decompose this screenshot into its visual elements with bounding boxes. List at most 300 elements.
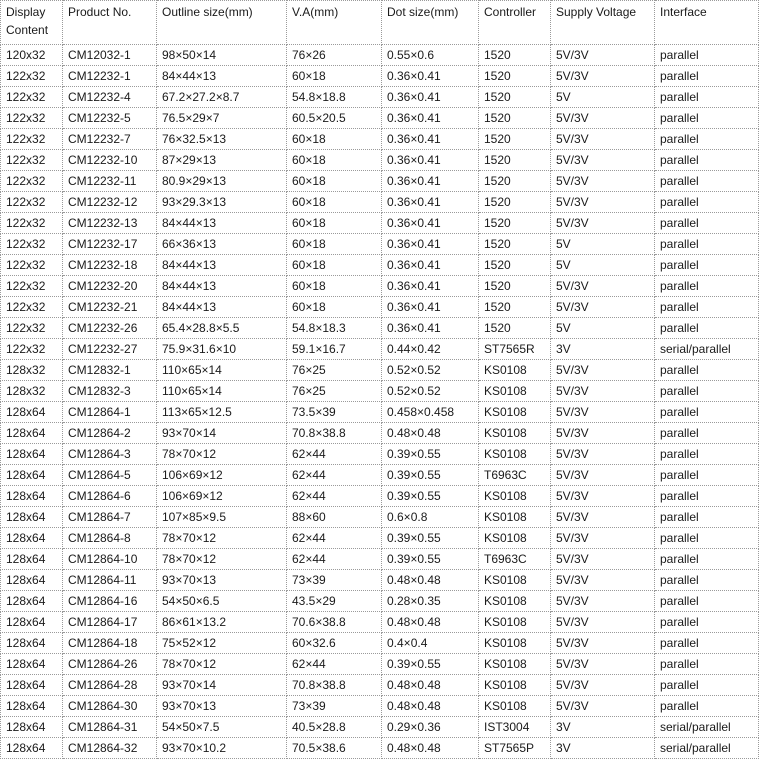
header-outline-size: Outline size(mm) — [157, 1, 287, 45]
display-content-cell: 122x32 — [1, 297, 63, 318]
product-no-cell: CM12232-13 — [63, 213, 157, 234]
interface-cell: parallel — [655, 549, 759, 570]
product-no-cell: CM12864-7 — [63, 507, 157, 528]
dot-size-cell: 0.55×0.6 — [382, 45, 479, 66]
va-cell: 60×18 — [287, 129, 382, 150]
outline-size-cell: 54×50×7.5 — [157, 717, 287, 738]
supply-voltage-cell: 5V/3V — [551, 570, 655, 591]
va-cell: 73.5×39 — [287, 402, 382, 423]
controller-cell: KS0108 — [479, 696, 551, 717]
supply-voltage-cell: 5V/3V — [551, 66, 655, 87]
display-content-cell: 122x32 — [1, 129, 63, 150]
controller-cell: 1520 — [479, 129, 551, 150]
dot-size-cell: 0.36×0.41 — [382, 108, 479, 129]
interface-cell: parallel — [655, 276, 759, 297]
product-no-cell: CM12864-18 — [63, 633, 157, 654]
interface-cell: parallel — [655, 66, 759, 87]
supply-voltage-cell: 5V/3V — [551, 507, 655, 528]
interface-cell: parallel — [655, 255, 759, 276]
dot-size-cell: 0.36×0.41 — [382, 318, 479, 339]
dot-size-cell: 0.48×0.48 — [382, 738, 479, 759]
controller-cell: 1520 — [479, 234, 551, 255]
table-row — [1, 360, 759, 381]
outline-size-cell: 80.9×29×13 — [157, 171, 287, 192]
display-content-cell: 122x32 — [1, 276, 63, 297]
product-no-cell: CM12232-17 — [63, 234, 157, 255]
product-no-cell: CM12864-5 — [63, 465, 157, 486]
supply-voltage-cell: 5V/3V — [551, 549, 655, 570]
table-row — [1, 213, 759, 234]
dot-size-cell: 0.36×0.41 — [382, 150, 479, 171]
supply-voltage-cell: 5V — [551, 87, 655, 108]
supply-voltage-cell: 5V/3V — [551, 423, 655, 444]
controller-cell: KS0108 — [479, 507, 551, 528]
display-content-cell: 128x64 — [1, 507, 63, 528]
dot-size-cell: 0.36×0.41 — [382, 129, 479, 150]
dot-size-cell: 0.36×0.41 — [382, 297, 479, 318]
dot-size-cell: 0.36×0.41 — [382, 171, 479, 192]
table-row — [1, 696, 759, 717]
display-content-cell: 128x64 — [1, 486, 63, 507]
outline-size-cell: 66×36×13 — [157, 234, 287, 255]
table-row — [1, 255, 759, 276]
outline-size-cell: 106×69×12 — [157, 486, 287, 507]
product-no-cell: CM12232-18 — [63, 255, 157, 276]
display-content-cell: 122x32 — [1, 87, 63, 108]
va-cell: 73×39 — [287, 696, 382, 717]
product-no-cell: CM12232-5 — [63, 108, 157, 129]
va-cell: 62×44 — [287, 444, 382, 465]
controller-cell: KS0108 — [479, 423, 551, 444]
va-cell: 40.5×28.8 — [287, 717, 382, 738]
table-row — [1, 738, 759, 759]
supply-voltage-cell: 3V — [551, 339, 655, 360]
controller-cell: KS0108 — [479, 360, 551, 381]
display-content-cell: 128x32 — [1, 381, 63, 402]
va-cell: 88×60 — [287, 507, 382, 528]
va-cell: 60×18 — [287, 171, 382, 192]
outline-size-cell: 78×70×12 — [157, 528, 287, 549]
display-content-cell: 122x32 — [1, 108, 63, 129]
outline-size-cell: 54×50×6.5 — [157, 591, 287, 612]
table-row — [1, 45, 759, 66]
interface-cell: parallel — [655, 633, 759, 654]
supply-voltage-cell: 5V/3V — [551, 444, 655, 465]
outline-size-cell: 84×44×13 — [157, 66, 287, 87]
controller-cell: KS0108 — [479, 528, 551, 549]
va-cell: 60×18 — [287, 66, 382, 87]
dot-size-cell: 0.48×0.48 — [382, 423, 479, 444]
table-row — [1, 549, 759, 570]
display-content-cell: 128x64 — [1, 528, 63, 549]
dot-size-cell: 0.36×0.41 — [382, 276, 479, 297]
table-row — [1, 528, 759, 549]
dot-size-cell: 0.48×0.48 — [382, 675, 479, 696]
table-row — [1, 486, 759, 507]
dot-size-cell: 0.36×0.41 — [382, 234, 479, 255]
dot-size-cell: 0.44×0.42 — [382, 339, 479, 360]
display-content-cell: 128x64 — [1, 549, 63, 570]
interface-cell: parallel — [655, 192, 759, 213]
va-cell: 60×32.6 — [287, 633, 382, 654]
supply-voltage-cell: 5V/3V — [551, 675, 655, 696]
supply-voltage-cell: 5V/3V — [551, 360, 655, 381]
supply-voltage-cell: 5V — [551, 255, 655, 276]
va-cell: 59.1×16.7 — [287, 339, 382, 360]
table-row — [1, 717, 759, 738]
display-content-cell: 122x32 — [1, 255, 63, 276]
display-content-cell: 128x64 — [1, 402, 63, 423]
dot-size-cell: 0.39×0.55 — [382, 528, 479, 549]
controller-cell: 1520 — [479, 45, 551, 66]
product-no-cell: CM12864-30 — [63, 696, 157, 717]
va-cell: 62×44 — [287, 465, 382, 486]
dot-size-cell: 0.48×0.48 — [382, 570, 479, 591]
outline-size-cell: 93×70×14 — [157, 675, 287, 696]
display-content-cell: 128x64 — [1, 738, 63, 759]
outline-size-cell: 110×65×14 — [157, 360, 287, 381]
supply-voltage-cell: 5V/3V — [551, 591, 655, 612]
product-no-cell: CM12864-6 — [63, 486, 157, 507]
outline-size-cell: 78×70×12 — [157, 444, 287, 465]
controller-cell: ST7565P — [479, 738, 551, 759]
supply-voltage-cell: 5V/3V — [551, 696, 655, 717]
controller-cell: 1520 — [479, 87, 551, 108]
product-no-cell: CM12864-28 — [63, 675, 157, 696]
va-cell: 54.8×18.3 — [287, 318, 382, 339]
dot-size-cell: 0.6×0.8 — [382, 507, 479, 528]
product-no-cell: CM12232-10 — [63, 150, 157, 171]
va-cell: 60×18 — [287, 192, 382, 213]
dot-size-cell: 0.4×0.4 — [382, 633, 479, 654]
controller-cell: KS0108 — [479, 444, 551, 465]
interface-cell: parallel — [655, 612, 759, 633]
product-no-cell: CM12232-1 — [63, 66, 157, 87]
product-no-cell: CM12832-1 — [63, 360, 157, 381]
va-cell: 70.8×38.8 — [287, 423, 382, 444]
interface-cell: parallel — [655, 171, 759, 192]
table-row — [1, 129, 759, 150]
outline-size-cell: 78×70×12 — [157, 654, 287, 675]
dot-size-cell: 0.48×0.48 — [382, 612, 479, 633]
va-cell: 54.8×18.8 — [287, 87, 382, 108]
outline-size-cell: 84×44×13 — [157, 255, 287, 276]
interface-cell: parallel — [655, 528, 759, 549]
dot-size-cell: 0.29×0.36 — [382, 717, 479, 738]
outline-size-cell: 65.4×28.8×5.5 — [157, 318, 287, 339]
table-row — [1, 150, 759, 171]
product-no-cell: CM12864-1 — [63, 402, 157, 423]
dot-size-cell: 0.48×0.48 — [382, 696, 479, 717]
product-no-cell: CM12232-26 — [63, 318, 157, 339]
controller-cell: IST3004 — [479, 717, 551, 738]
dot-size-cell: 0.36×0.41 — [382, 213, 479, 234]
interface-cell: parallel — [655, 696, 759, 717]
va-cell: 70.6×38.8 — [287, 612, 382, 633]
table-row — [1, 87, 759, 108]
table-row — [1, 234, 759, 255]
header-display-content: Display Content — [1, 1, 63, 45]
interface-cell: serial/parallel — [655, 339, 759, 360]
display-content-cell: 128x64 — [1, 444, 63, 465]
outline-size-cell: 93×70×10.2 — [157, 738, 287, 759]
table-row — [1, 171, 759, 192]
interface-cell: parallel — [655, 129, 759, 150]
supply-voltage-cell: 5V/3V — [551, 108, 655, 129]
dot-size-cell: 0.52×0.52 — [382, 360, 479, 381]
va-cell: 73×39 — [287, 570, 382, 591]
display-content-cell: 122x32 — [1, 339, 63, 360]
interface-cell: parallel — [655, 150, 759, 171]
header-interface: Interface — [655, 1, 759, 45]
controller-cell: ST7565R — [479, 339, 551, 360]
supply-voltage-cell: 5V/3V — [551, 528, 655, 549]
outline-size-cell: 93×70×13 — [157, 570, 287, 591]
va-cell: 60×18 — [287, 297, 382, 318]
display-content-cell: 128x64 — [1, 465, 63, 486]
display-content-cell: 122x32 — [1, 66, 63, 87]
display-content-cell: 128x64 — [1, 423, 63, 444]
interface-cell: parallel — [655, 234, 759, 255]
va-cell: 76×25 — [287, 381, 382, 402]
product-no-cell: CM12232-21 — [63, 297, 157, 318]
dot-size-cell: 0.39×0.55 — [382, 486, 479, 507]
controller-cell: T6963C — [479, 465, 551, 486]
supply-voltage-cell: 5V/3V — [551, 171, 655, 192]
va-cell: 60×18 — [287, 150, 382, 171]
outline-size-cell: 75×52×12 — [157, 633, 287, 654]
outline-size-cell: 93×29.3×13 — [157, 192, 287, 213]
table-row — [1, 570, 759, 591]
interface-cell: parallel — [655, 507, 759, 528]
header-controller: Controller — [479, 1, 551, 45]
table-row — [1, 297, 759, 318]
outline-size-cell: 76.5×29×7 — [157, 108, 287, 129]
display-content-cell: 122x32 — [1, 318, 63, 339]
supply-voltage-cell: 5V/3V — [551, 402, 655, 423]
dot-size-cell: 0.36×0.41 — [382, 66, 479, 87]
display-content-cell: 128x64 — [1, 591, 63, 612]
display-content-cell: 128x64 — [1, 675, 63, 696]
supply-voltage-cell: 5V/3V — [551, 381, 655, 402]
product-no-cell: CM12864-17 — [63, 612, 157, 633]
supply-voltage-cell: 5V/3V — [551, 633, 655, 654]
controller-cell: KS0108 — [479, 591, 551, 612]
product-no-cell: CM12232-12 — [63, 192, 157, 213]
display-content-cell: 122x32 — [1, 192, 63, 213]
interface-cell: parallel — [655, 654, 759, 675]
product-no-cell: CM12864-8 — [63, 528, 157, 549]
interface-cell: parallel — [655, 423, 759, 444]
outline-size-cell: 110×65×14 — [157, 381, 287, 402]
controller-cell: 1520 — [479, 276, 551, 297]
interface-cell: parallel — [655, 108, 759, 129]
table-row — [1, 507, 759, 528]
interface-cell: serial/parallel — [655, 717, 759, 738]
display-content-cell: 122x32 — [1, 150, 63, 171]
product-no-cell: CM12232-11 — [63, 171, 157, 192]
dot-size-cell: 0.39×0.55 — [382, 549, 479, 570]
controller-cell: 1520 — [479, 192, 551, 213]
table-row — [1, 318, 759, 339]
va-cell: 60×18 — [287, 255, 382, 276]
table-row — [1, 66, 759, 87]
outline-size-cell: 84×44×13 — [157, 213, 287, 234]
interface-cell: parallel — [655, 486, 759, 507]
product-no-cell: CM12864-3 — [63, 444, 157, 465]
va-cell: 60×18 — [287, 276, 382, 297]
va-cell: 76×25 — [287, 360, 382, 381]
header-va: V.A(mm) — [287, 1, 382, 45]
outline-size-cell: 107×85×9.5 — [157, 507, 287, 528]
outline-size-cell: 78×70×12 — [157, 549, 287, 570]
dot-size-cell: 0.39×0.55 — [382, 654, 479, 675]
va-cell: 62×44 — [287, 528, 382, 549]
display-content-cell: 128x64 — [1, 654, 63, 675]
table-row — [1, 675, 759, 696]
outline-size-cell: 76×32.5×13 — [157, 129, 287, 150]
supply-voltage-cell: 5V/3V — [551, 486, 655, 507]
controller-cell: KS0108 — [479, 675, 551, 696]
dot-size-cell: 0.36×0.41 — [382, 192, 479, 213]
supply-voltage-cell: 5V/3V — [551, 129, 655, 150]
controller-cell: 1520 — [479, 213, 551, 234]
outline-size-cell: 84×44×13 — [157, 297, 287, 318]
controller-cell: 1520 — [479, 318, 551, 339]
dot-size-cell: 0.458×0.458 — [382, 402, 479, 423]
display-content-cell: 122x32 — [1, 171, 63, 192]
outline-size-cell: 84×44×13 — [157, 276, 287, 297]
outline-size-cell: 75.9×31.6×10 — [157, 339, 287, 360]
interface-cell: parallel — [655, 591, 759, 612]
supply-voltage-cell: 5V/3V — [551, 45, 655, 66]
dot-size-cell: 0.36×0.41 — [382, 255, 479, 276]
controller-cell: KS0108 — [479, 402, 551, 423]
product-no-cell: CM12864-31 — [63, 717, 157, 738]
interface-cell: parallel — [655, 360, 759, 381]
outline-size-cell: 98×50×14 — [157, 45, 287, 66]
controller-cell: KS0108 — [479, 381, 551, 402]
controller-cell: 1520 — [479, 297, 551, 318]
va-cell: 60.5×20.5 — [287, 108, 382, 129]
supply-voltage-cell: 5V/3V — [551, 612, 655, 633]
product-no-cell: CM12232-20 — [63, 276, 157, 297]
table-row — [1, 591, 759, 612]
va-cell: 62×44 — [287, 654, 382, 675]
display-content-cell: 128x64 — [1, 696, 63, 717]
product-no-cell: CM12232-27 — [63, 339, 157, 360]
va-cell: 60×18 — [287, 234, 382, 255]
supply-voltage-cell: 5V/3V — [551, 276, 655, 297]
display-content-cell: 128x64 — [1, 717, 63, 738]
header-product-no: Product No. — [63, 1, 157, 45]
controller-cell: 1520 — [479, 171, 551, 192]
supply-voltage-cell: 5V/3V — [551, 192, 655, 213]
outline-size-cell: 113×65×12.5 — [157, 402, 287, 423]
outline-size-cell: 93×70×14 — [157, 423, 287, 444]
product-no-cell: CM12832-3 — [63, 381, 157, 402]
product-no-cell: CM12864-10 — [63, 549, 157, 570]
table-row — [1, 276, 759, 297]
interface-cell: parallel — [655, 402, 759, 423]
product-no-cell: CM12032-1 — [63, 45, 157, 66]
dot-size-cell: 0.28×0.35 — [382, 591, 479, 612]
supply-voltage-cell: 5V/3V — [551, 465, 655, 486]
va-cell: 60×18 — [287, 213, 382, 234]
interface-cell: parallel — [655, 675, 759, 696]
table-row — [1, 465, 759, 486]
outline-size-cell: 106×69×12 — [157, 465, 287, 486]
table-row — [1, 108, 759, 129]
product-no-cell: CM12864-32 — [63, 738, 157, 759]
dot-size-cell: 0.52×0.52 — [382, 381, 479, 402]
interface-cell: parallel — [655, 297, 759, 318]
table-row — [1, 402, 759, 423]
outline-size-cell: 93×70×13 — [157, 696, 287, 717]
va-cell: 43.5×29 — [287, 591, 382, 612]
supply-voltage-cell: 5V/3V — [551, 213, 655, 234]
supply-voltage-cell: 5V — [551, 234, 655, 255]
product-no-cell: CM12864-16 — [63, 591, 157, 612]
interface-cell: parallel — [655, 213, 759, 234]
display-content-cell: 128x64 — [1, 612, 63, 633]
interface-cell: parallel — [655, 381, 759, 402]
outline-size-cell: 86×61×13.2 — [157, 612, 287, 633]
table-body — [1, 45, 759, 759]
display-content-cell: 128x64 — [1, 633, 63, 654]
interface-cell: parallel — [655, 45, 759, 66]
table-row — [1, 612, 759, 633]
table-row — [1, 654, 759, 675]
table-row — [1, 192, 759, 213]
va-cell: 62×44 — [287, 486, 382, 507]
product-no-cell: CM12864-11 — [63, 570, 157, 591]
display-content-cell: 128x64 — [1, 570, 63, 591]
table-row — [1, 423, 759, 444]
supply-voltage-cell: 3V — [551, 738, 655, 759]
display-content-cell: 128x32 — [1, 360, 63, 381]
product-no-cell: CM12864-2 — [63, 423, 157, 444]
supply-voltage-cell: 5V — [551, 318, 655, 339]
interface-cell: parallel — [655, 318, 759, 339]
controller-cell: KS0108 — [479, 612, 551, 633]
interface-cell: serial/parallel — [655, 738, 759, 759]
product-no-cell: CM12232-4 — [63, 87, 157, 108]
controller-cell: T6963C — [479, 549, 551, 570]
dot-size-cell: 0.36×0.41 — [382, 87, 479, 108]
display-content-cell: 120x32 — [1, 45, 63, 66]
supply-voltage-cell: 5V/3V — [551, 297, 655, 318]
supply-voltage-cell: 5V/3V — [551, 654, 655, 675]
header-dot-size: Dot size(mm) — [382, 1, 479, 45]
controller-cell: KS0108 — [479, 633, 551, 654]
display-content-cell: 122x32 — [1, 213, 63, 234]
dot-size-cell: 0.39×0.55 — [382, 444, 479, 465]
outline-size-cell: 67.2×27.2×8.7 — [157, 87, 287, 108]
controller-cell: KS0108 — [479, 654, 551, 675]
table-row — [1, 633, 759, 654]
interface-cell: parallel — [655, 465, 759, 486]
product-no-cell: CM12864-26 — [63, 654, 157, 675]
table-row — [1, 444, 759, 465]
controller-cell: 1520 — [479, 108, 551, 129]
table-row — [1, 339, 759, 360]
header-supply-voltage: Supply Voltage — [551, 1, 655, 45]
outline-size-cell: 87×29×13 — [157, 150, 287, 171]
controller-cell: 1520 — [479, 255, 551, 276]
controller-cell: KS0108 — [479, 570, 551, 591]
va-cell: 70.8×38.8 — [287, 675, 382, 696]
